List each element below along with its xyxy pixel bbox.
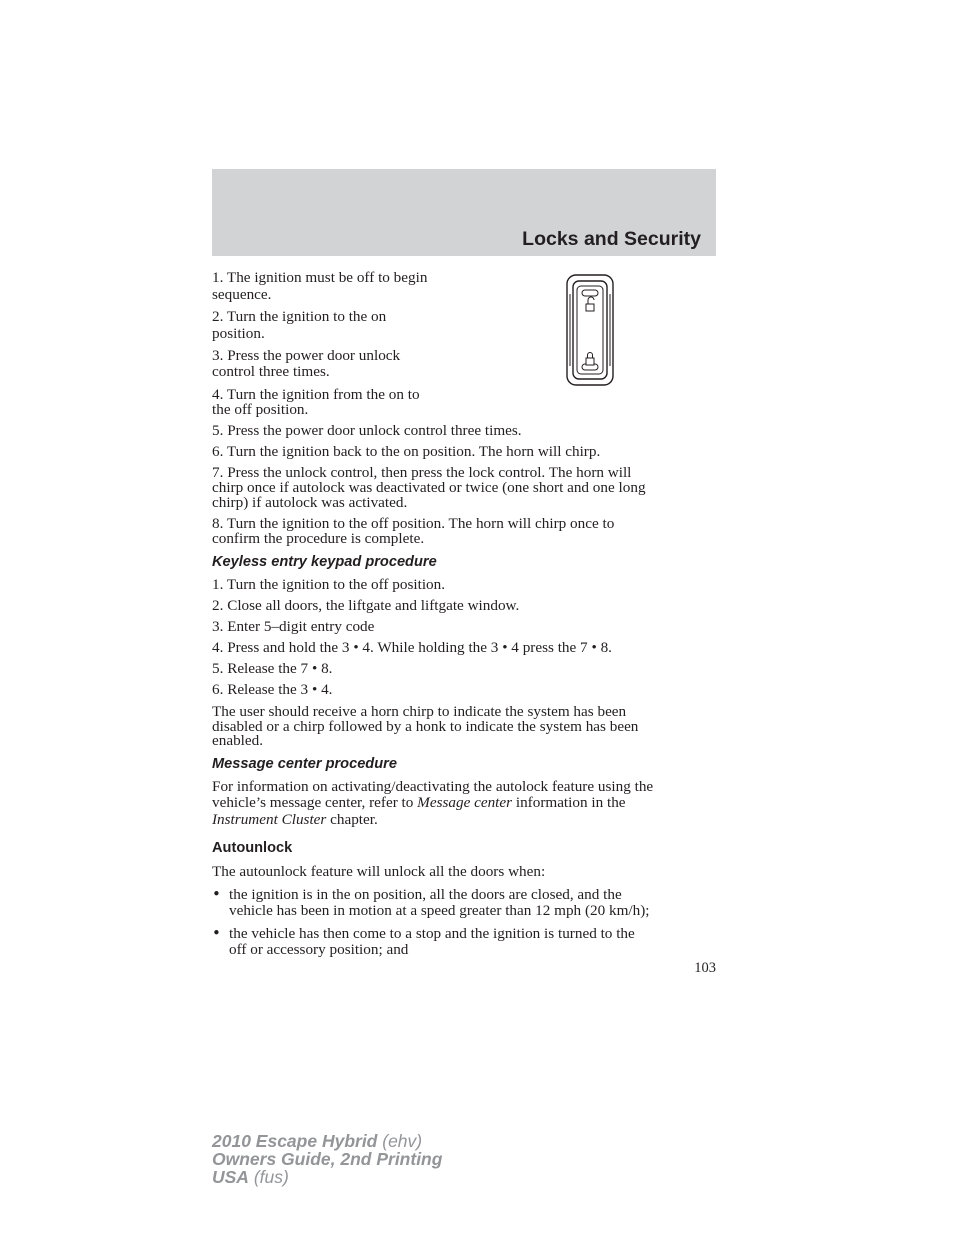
message-center-line-2 <box>212 795 626 810</box>
step-7-line-3: chirp) if autolock was activated. <box>212 494 408 511</box>
footer <box>212 1132 442 1186</box>
header-band <box>212 169 716 256</box>
message-center-line-1: For information on activating/deactivating the autolock feature using the <box>212 778 654 795</box>
step-6: 6. Turn the ignition back to the on position. The horn will chirp. <box>212 443 601 460</box>
step-2-line-2: position. <box>212 325 265 342</box>
autounlock-bullet-1-line-1: the ignition is in the on position, all the doors are closed, and the <box>229 886 622 903</box>
message-center-line-2-a: vehicle’s message center, refer to <box>212 794 418 811</box>
footer-line-2: Owners Guide, 2nd Printing <box>212 1149 443 1169</box>
page-number: 103 <box>694 960 716 976</box>
autounlock-heading: Autounlock <box>212 840 293 856</box>
keypad-note-line-1: The user should receive a horn chirp to indicate the system has been <box>212 703 627 720</box>
power-door-lock-switch-icon <box>566 274 614 386</box>
message-center-heading: Message center procedure <box>212 756 397 772</box>
keypad-note-line-3: enabled. <box>212 732 264 749</box>
step-8-line-2: confirm the procedure is complete. <box>212 530 425 547</box>
instrument-cluster-ref: Instrument Cluster <box>212 811 327 828</box>
message-center-line-3-b: chapter. <box>326 811 378 828</box>
keypad-step-5: 5. Release the 7 • 8. <box>212 660 333 677</box>
step-8-line-1: 8. Turn the ignition to the off position. The horn will chirp once to <box>212 515 615 532</box>
message-center-ref: Message center <box>417 794 513 811</box>
keypad-heading: Keyless entry keypad procedure <box>212 554 437 570</box>
bullet-marker: • <box>212 885 221 903</box>
step-3-line-1: 3. Press the power door unlock <box>212 347 401 364</box>
step-3-line-2: control three times. <box>212 363 330 380</box>
footer-model: 2010 Escape Hybrid <box>212 1131 378 1151</box>
keypad-step-2: 2. Close all doors, the liftgate and liftgate window. <box>212 597 520 614</box>
autounlock-bullet-1-line-2: vehicle has been in motion at a speed greater than 12 mph (20 km/h); <box>229 902 650 919</box>
autounlock-intro: The autounlock feature will unlock all the doors when: <box>212 863 546 880</box>
step-2-line-1: 2. Turn the ignition to the on <box>212 308 387 325</box>
autounlock-bullet-2-line-1: the vehicle has then come to a stop and the ignition is turned to the <box>229 925 635 942</box>
keypad-note-line-2: disabled or a chirp followed by a honk to indicate the system has been <box>212 718 639 735</box>
step-5: 5. Press the power door unlock control three times. <box>212 422 522 439</box>
step-1-line-2: sequence. <box>212 286 272 303</box>
bullet-marker: • <box>212 924 221 942</box>
step-1-line-1: 1. The ignition must be off to begin <box>212 269 428 286</box>
footer-line-3 <box>212 1168 442 1186</box>
autounlock-bullet-2-line-2: off or accessory position; and <box>229 941 409 958</box>
step-7-line-2: chirp once if autolock was deactivated or twice (one short and one long <box>212 479 646 496</box>
keypad-step-6: 6. Release the 3 • 4. <box>212 681 333 698</box>
footer-market-code: (fus) <box>248 1167 289 1187</box>
section-title: Locks and Security <box>522 228 701 250</box>
keypad-step-3: 3. Enter 5–digit entry code <box>212 618 375 635</box>
keypad-step-1: 1. Turn the ignition to the off position. <box>212 576 446 593</box>
footer-market: USA <box>212 1167 249 1187</box>
message-center-line-3 <box>212 812 378 827</box>
footer-line-1 <box>212 1132 442 1150</box>
message-center-line-2-c: information in the <box>512 794 626 811</box>
step-7-line-1: 7. Press the unlock control, then press the lock control. The horn will <box>212 464 632 481</box>
keypad-step-4: 4. Press and hold the 3 • 4. While holding the 3 • 4 press the 7 • 8. <box>212 639 612 656</box>
step-4-line-2: the off position. <box>212 401 309 418</box>
footer-model-code: (ehv) <box>377 1131 423 1151</box>
step-4-line-1: 4. Turn the ignition from the on to <box>212 386 420 403</box>
